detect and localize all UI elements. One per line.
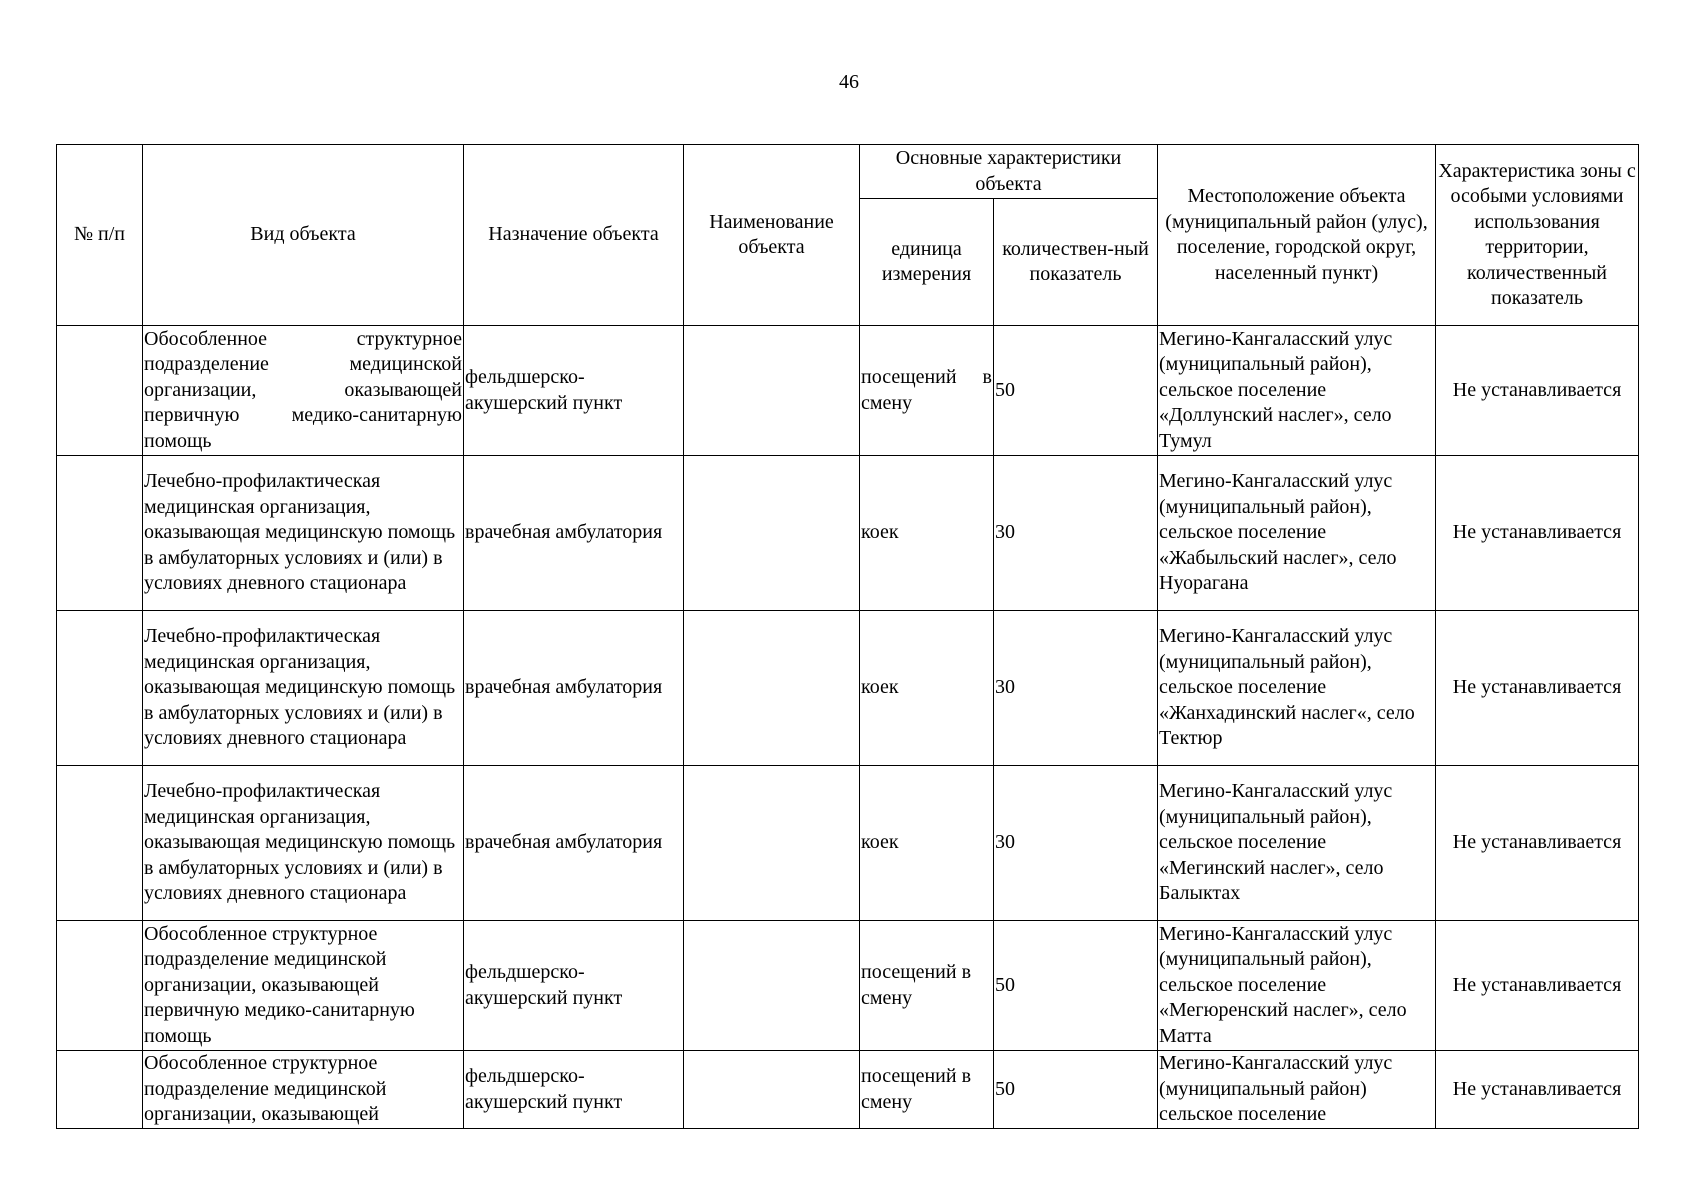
cell-kind: Лечебно-профилактическая медицинская организация, оказывающая медицинскую помощь в амбулаторных условиях и (или) в условиях дневного стационара xyxy=(143,456,464,611)
cell-location: Мегино-Кангаласский улус (муниципальный район), сельское поселение «Жабыльский наслег», село Нуорагана xyxy=(1158,456,1436,611)
cell-quantity: 30 xyxy=(994,611,1158,766)
cell-zone: Не устанавливается xyxy=(1436,766,1639,921)
cell-location: Мегино-Кангаласский улус (муниципальный район), сельское поселение «Доллунский наслег», село Тумул xyxy=(1158,326,1436,456)
cell-kind: Обособленное структурное подразделение медицинской организации, оказывающей первичную медико-санитарную помощь xyxy=(143,921,464,1051)
cell-quantity: 30 xyxy=(994,766,1158,921)
cell-num xyxy=(57,921,143,1051)
cell-name xyxy=(684,921,860,1051)
cell-name xyxy=(684,766,860,921)
header-purpose: Назначение объекта xyxy=(464,145,684,326)
header-characteristics: Основные характеристики объекта xyxy=(860,145,1158,199)
cell-kind: Лечебно-профилактическая медицинская организация, оказывающая медицинскую помощь в амбулаторных условиях и (или) в условиях дневного стационара xyxy=(143,766,464,921)
cell-location: Мегино-Кангаласский улус (муниципальный район), сельское поселение «Мегинский наслег», село Балыктах xyxy=(1158,766,1436,921)
cell-num xyxy=(57,766,143,921)
cell-purpose: врачебная амбулатория xyxy=(464,766,684,921)
cell-name xyxy=(684,326,860,456)
cell-purpose: врачебная амбулатория xyxy=(464,456,684,611)
cell-location: Мегино-Кангаласский улус (муниципальный район), сельское поселение «Мегюренский наслег», село Матта xyxy=(1158,921,1436,1051)
page-number: 46 xyxy=(839,71,859,93)
cell-quantity: 50 xyxy=(994,921,1158,1051)
cell-num xyxy=(57,1051,143,1129)
cell-location: Мегино-Кангаласский улус (муниципальный район), сельское поселение «Жанхадинский наслег«, село Тектюр xyxy=(1158,611,1436,766)
cell-unit: коек xyxy=(860,456,994,611)
cell-zone: Не устанавливается xyxy=(1436,1051,1639,1129)
header-quantity: количествен-ный показатель xyxy=(994,199,1158,326)
cell-num xyxy=(57,456,143,611)
cell-quantity: 50 xyxy=(994,326,1158,456)
cell-kind: Обособленное структурное подразделение медицинской организации, оказывающей первичную медико-санитарную помощь xyxy=(143,326,464,456)
cell-num xyxy=(57,326,143,456)
table-row xyxy=(57,456,1639,611)
table-row xyxy=(57,766,1639,921)
cell-kind: Лечебно-профилактическая медицинская организация, оказывающая медицинскую помощь в амбулаторных условиях и (или) в условиях дневного стационара xyxy=(143,611,464,766)
header-location: Местоположение объекта (муниципальный район (улус), поселение, городской округ, населенный пункт) xyxy=(1158,145,1436,326)
cell-quantity: 50 xyxy=(994,1051,1158,1129)
cell-num xyxy=(57,611,143,766)
cell-unit: коек xyxy=(860,611,994,766)
table-row xyxy=(57,326,1639,456)
cell-zone: Не устанавливается xyxy=(1436,921,1639,1051)
cell-zone: Не устанавливается xyxy=(1436,611,1639,766)
cell-name xyxy=(684,1051,860,1129)
table-row xyxy=(57,921,1639,1051)
header-unit: единица измерения xyxy=(860,199,994,326)
objects-table xyxy=(56,144,1639,1129)
cell-quantity: 30 xyxy=(994,456,1158,611)
cell-unit: посещений в смену xyxy=(860,921,994,1051)
header-num: № п/п xyxy=(57,145,143,326)
cell-kind: Обособленное структурное подразделение медицинской организации, оказывающей xyxy=(143,1051,464,1129)
cell-unit: посещений в смену xyxy=(860,1051,994,1129)
cell-name xyxy=(684,456,860,611)
cell-name xyxy=(684,611,860,766)
cell-purpose: фельдшерско-акушерский пункт xyxy=(464,1051,684,1129)
cell-unit: коек xyxy=(860,766,994,921)
cell-purpose: врачебная амбулатория xyxy=(464,611,684,766)
cell-zone: Не устанавливается xyxy=(1436,456,1639,611)
header-zone: Характеристика зоны с особыми условиями использования территории, количественный показатель xyxy=(1436,145,1639,326)
cell-zone: Не устанавливается xyxy=(1436,326,1639,456)
header-kind: Вид объекта xyxy=(143,145,464,326)
cell-purpose: фельдшерско-акушерский пункт xyxy=(464,326,684,456)
header-row-top xyxy=(57,145,1639,199)
cell-purpose: фельдшерско-акушерский пункт xyxy=(464,921,684,1051)
header-name: Наименование объекта xyxy=(684,145,860,326)
table-row xyxy=(57,611,1639,766)
cell-location: Мегино-Кангаласский улус (муниципальный район) сельское поселение xyxy=(1158,1051,1436,1129)
cell-unit: посещений в смену xyxy=(860,326,994,456)
table-row xyxy=(57,1051,1639,1129)
